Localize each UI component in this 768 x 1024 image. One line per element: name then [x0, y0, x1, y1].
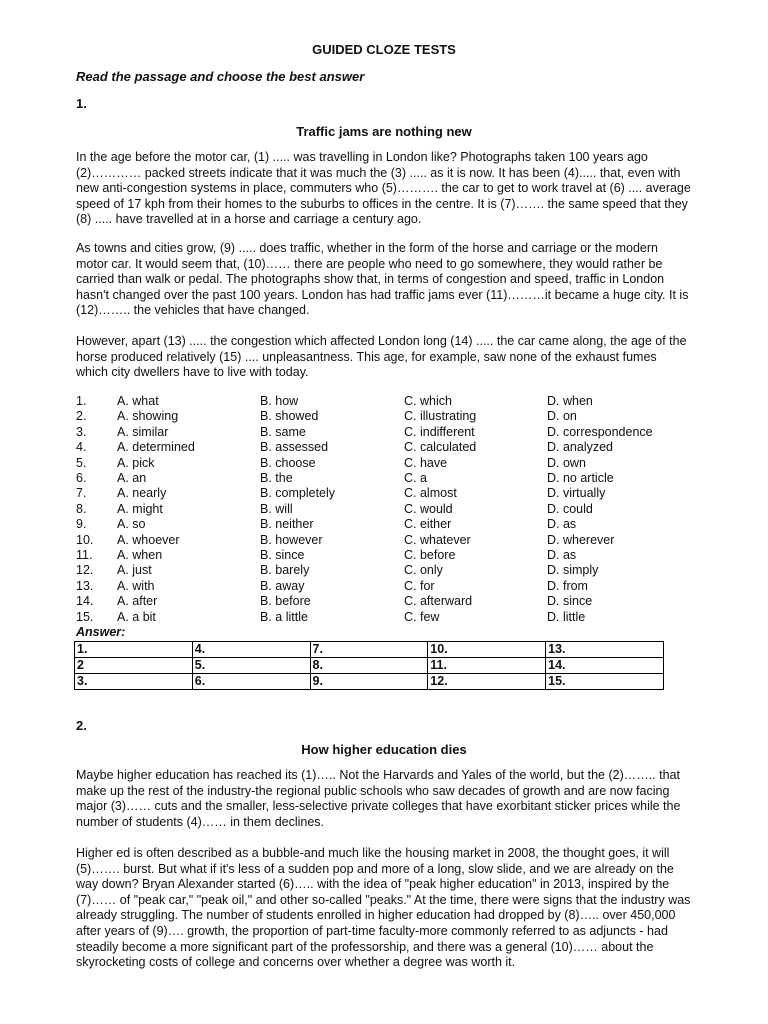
question-number: 7.: [76, 486, 87, 501]
question-number: 8.: [76, 501, 87, 516]
answer-cell[interactable]: 10.: [428, 642, 546, 658]
answer-cell[interactable]: 5.: [192, 658, 310, 674]
answer-row: [75, 658, 664, 674]
option-d: D. own: [547, 455, 586, 470]
question-number: 5.: [76, 455, 87, 470]
section-2-paragraph: Higher ed is often described as a bubble-and much like the housing market in 2008, the thought goes, it will (5)……. burst. But what if it's less of a sudden pop and more of a long, slow slide, and we are already on the way down? Bryan Alexander started (6)….. with the idea of "peak higher education" in 2013, inspired by the (7)…… of "peak car," "peak oil," and other so-called "peaks." At the time, there were signs that the industry was already struggling. The number of students enrolled in higher education had dropped by (8)….. over 450,000 after years of (9)…. growth, the proportion of part-time faculty-more commonly referred to as adjuncts - had steadily become a more significant part of the professorship, and there was a general (10)…… about the skyrocketing costs of college and concerns over whether a degree was worth it.: [76, 846, 691, 970]
option-a: A. determined: [117, 440, 195, 455]
option-b: B. barely: [260, 563, 310, 578]
option-b: B. however: [260, 532, 323, 547]
option-a: A. pick: [117, 455, 155, 470]
option-c: C. have: [404, 455, 448, 470]
option-row: [76, 563, 687, 578]
option-c: C. before: [404, 548, 456, 563]
option-a: A. with: [117, 578, 155, 593]
option-d: D. could: [547, 501, 593, 516]
section-1-paragraph: As towns and cities grow, (9) ..... does traffic, whether in the form of the horse and carriage or the modern motor car. It would seem that, (10)…… there are people who need to go somewhere, they would rather be carried than walk or pedal. The photographs show that, in terms of congestion and speed, traffic in London hasn't changed over the past 100 years. London has had traffic jams ever (11)………it became a huge city. It is (12)…….. the vehicles that have changed.: [76, 241, 689, 318]
option-a: A. similar: [117, 424, 169, 439]
options-table: [76, 394, 687, 625]
option-a: A. just: [117, 563, 152, 578]
option-d: D. as: [547, 517, 577, 532]
question-number: 13.: [76, 578, 94, 593]
answer-cell[interactable]: 9.: [310, 674, 428, 690]
option-d: D. wherever: [547, 532, 615, 547]
option-d: D. from: [547, 578, 588, 593]
option-c: C. indifferent: [404, 424, 475, 439]
option-b: B. before: [260, 594, 311, 609]
option-c: C. either: [404, 517, 452, 532]
answer-cell[interactable]: 1.: [75, 642, 193, 658]
question-number: 14.: [76, 594, 94, 609]
option-b: B. assessed: [260, 440, 329, 455]
option-b: B. showed: [260, 409, 319, 424]
option-a: A. what: [117, 394, 159, 408]
option-a: A. whoever: [117, 532, 180, 547]
option-c: C. for: [404, 578, 435, 593]
option-row: [76, 471, 687, 486]
option-b: B. since: [260, 548, 305, 563]
option-row: [76, 533, 687, 548]
option-d: D. on: [547, 409, 577, 424]
answer-cell[interactable]: 12.: [428, 674, 546, 690]
option-row: [76, 594, 687, 609]
option-c: C. whatever: [404, 532, 471, 547]
option-row: [76, 394, 687, 409]
section-1-passage-title: Traffic jams are nothing new: [296, 124, 472, 139]
option-a: A. after: [117, 594, 158, 609]
option-row: [76, 409, 687, 424]
answer-label: Answer:: [76, 625, 126, 639]
option-d: D. virtually: [547, 486, 606, 501]
answer-cell[interactable]: 8.: [310, 658, 428, 674]
answer-row: [75, 642, 664, 658]
question-number: 3.: [76, 424, 87, 439]
option-c: C. would: [404, 501, 453, 516]
answer-cell[interactable]: 2: [75, 658, 193, 674]
question-number: 9.: [76, 517, 87, 532]
question-number: 12.: [76, 563, 94, 578]
option-d: D. little: [547, 609, 586, 624]
option-d: D. correspondence: [547, 424, 653, 439]
option-d: D. since: [547, 594, 593, 609]
question-number: 1.: [76, 394, 87, 408]
option-c: C. a: [404, 471, 427, 486]
answer-cell[interactable]: 13.: [546, 642, 664, 658]
page-title: GUIDED CLOZE TESTS: [312, 42, 456, 57]
question-number: 6.: [76, 471, 87, 486]
section-1-paragraph: However, apart (13) ..... the congestion which affected London long (14) ..... the car came along, the age of the horse produced relatively (15) .... unpleasantness. This age, for example, saw none of the exhaust fumes which city dwellers have to live with today.: [76, 334, 687, 380]
option-d: D. analyzed: [547, 440, 614, 455]
option-row: [76, 610, 687, 625]
answer-cell[interactable]: 6.: [192, 674, 310, 690]
option-c: C. almost: [404, 486, 457, 501]
option-d: D. simply: [547, 563, 599, 578]
option-b: B. how: [260, 394, 299, 408]
question-number: 15.: [76, 609, 94, 624]
option-a: A. a bit: [117, 609, 156, 624]
answer-cell[interactable]: 4.: [192, 642, 310, 658]
section-2-paragraph: Maybe higher education has reached its (1)….. Not the Harvards and Yales of the world, but the (2)…….. that make up the rest of the industry-the regional public schools who saw decades of growth and are now facing major (3)…… cuts and the smaller, less-selective private colleges that have exorbitant sticker prices while the number of students (4)…… in them declines.: [76, 768, 681, 829]
question-number: 2.: [76, 409, 87, 424]
answer-grid: [74, 641, 664, 690]
option-c: C. which: [404, 394, 452, 408]
option-a: A. so: [117, 517, 146, 532]
answer-row: [75, 674, 664, 690]
option-c: C. only: [404, 563, 443, 578]
instruction: Read the passage and choose the best answer: [76, 69, 365, 84]
option-d: D. no article: [547, 471, 614, 486]
option-b: B. choose: [260, 455, 316, 470]
option-row: [76, 579, 687, 594]
option-b: B. will: [260, 501, 293, 516]
question-number: 10.: [76, 532, 94, 547]
answer-cell[interactable]: 7.: [310, 642, 428, 658]
answer-cell[interactable]: 11.: [428, 658, 546, 674]
option-a: A. nearly: [117, 486, 167, 501]
section-1-paragraph: In the age before the motor car, (1) ..... was travelling in London like? Photographs taken 100 years ago (2)………… packed streets indicate that it was much the (3) ..... as it is now. It has been (4)..... that, even with new anti-congestion systems in place, commuters who (5)………. the car to get to work travel at (6) .... average speed of 17 kph from their homes to the suburbs to offices in the centre. It is (7)……. the same speed that they (8) ..... have travelled at in a horse and carriage a century ago.: [76, 150, 691, 227]
section-2-passage-title: How higher education dies: [301, 742, 467, 757]
option-c: C. calculated: [404, 440, 477, 455]
option-row: [76, 548, 687, 563]
option-a: A. an: [117, 471, 147, 486]
option-c: C. afterward: [404, 594, 473, 609]
option-c: C. illustrating: [404, 409, 477, 424]
question-number: 4.: [76, 440, 87, 455]
option-d: D. when: [547, 394, 593, 408]
option-row: [76, 456, 687, 471]
option-c: C. few: [404, 609, 440, 624]
section-1-number: 1.: [76, 96, 87, 111]
option-b: B. away: [260, 578, 305, 593]
option-row: [76, 486, 687, 501]
option-row: [76, 517, 687, 532]
option-a: A. showing: [117, 409, 179, 424]
option-b: B. completely: [260, 486, 336, 501]
answer-cell[interactable]: 3.: [75, 674, 193, 690]
option-d: D. as: [547, 548, 577, 563]
option-b: B. the: [260, 471, 293, 486]
section-2-number: 2.: [76, 718, 87, 733]
option-b: B. a little: [260, 609, 308, 624]
option-a: A. might: [117, 501, 163, 516]
option-b: B. same: [260, 424, 306, 439]
option-a: A. when: [117, 548, 163, 563]
option-b: B. neither: [260, 517, 314, 532]
option-row: [76, 440, 687, 455]
option-row: [76, 502, 687, 517]
option-row: [76, 425, 687, 440]
answer-cell[interactable]: 14.: [546, 658, 664, 674]
question-number: 11.: [76, 548, 93, 563]
answer-cell[interactable]: 15.: [546, 674, 664, 690]
